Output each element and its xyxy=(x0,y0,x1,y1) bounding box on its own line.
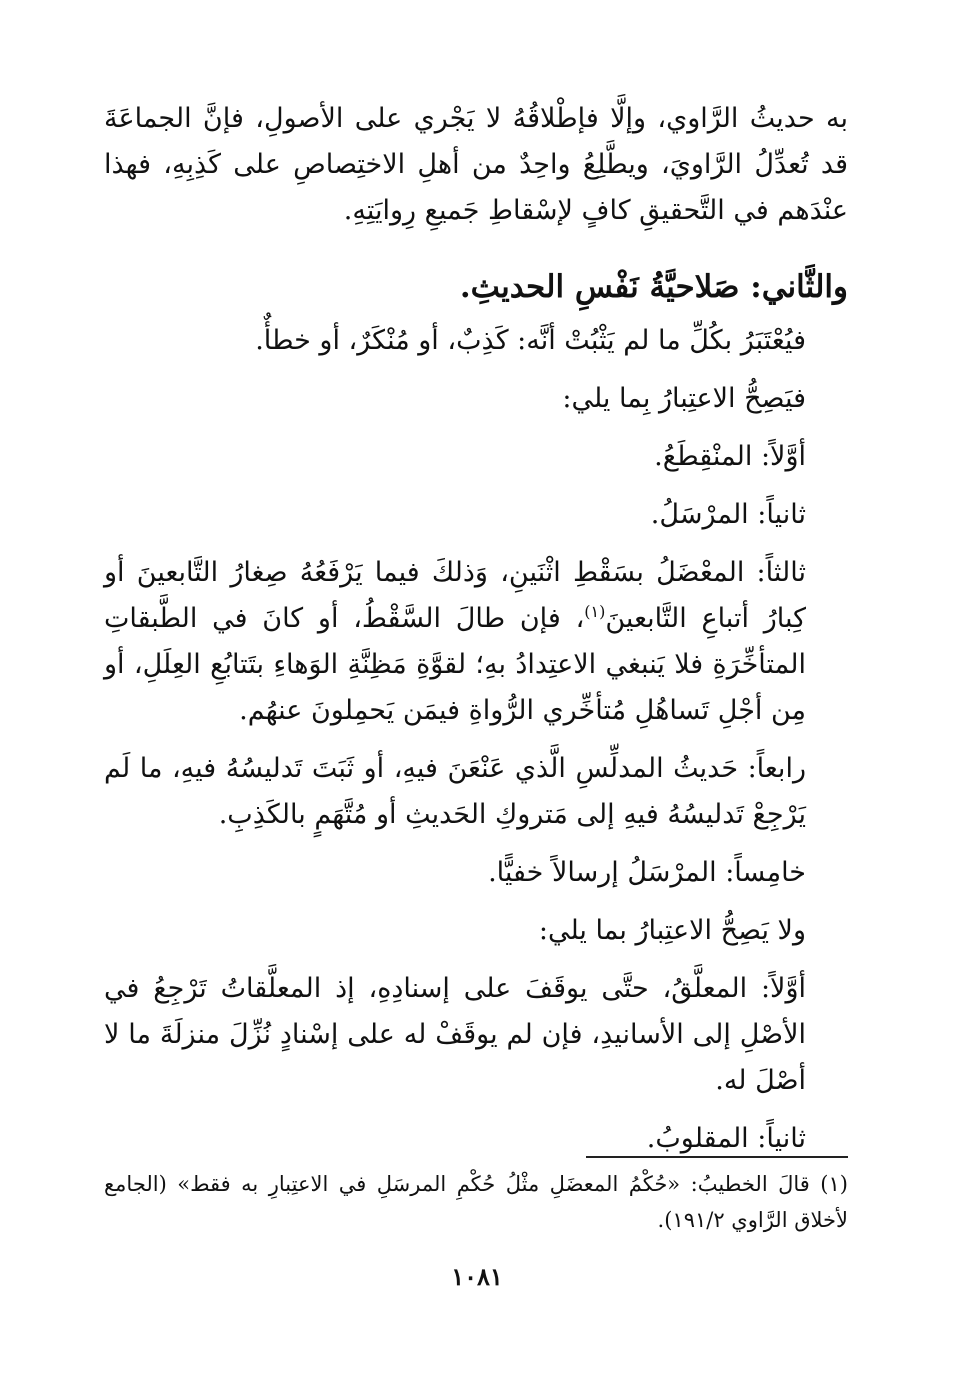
list-item-valid-5: خامِساً: المرْسَلُ إرسالاً خفيًّا. xyxy=(488,857,806,888)
valid-3-main-text: ثالثاً: المعْضَلُ بسَقْطِ اثْنَينِ، وَذلكَ فيما يَرْفَعُهُ صِغارُ التَّابعينَ أو كِبارُ أتباعِ التَّابعينَ xyxy=(104,557,806,634)
list-item-valid-3 xyxy=(104,550,848,734)
page-number: ١٠٨١ xyxy=(451,1262,503,1291)
paragraph-consider: فيُعْتَبَرُ بكُلِّ ما لم يَثْبُتْ أنَّه: كَذِبٌ، أو مُنْكَرٌ، أو خطأٌ. xyxy=(255,325,806,356)
valid-3-rest-text: ، فإن طالَ السَّقْطُ، أو كانَ في الطَّبقاتِ المتأخِّرَةِ فلا يَنبغي الاعتِدادُ بهِ؛ لقوَّةِ مَظِنَّةِ الوَهاءِ بتَتابُعِ العِلَلِ، أو مِن أجْلِ تَساهُلِ مُتأخِّري الرُّواةِ فيمَن يَحمِلونَ عنهُم. xyxy=(104,603,806,726)
footnote-marker: (١) xyxy=(820,1172,848,1196)
footnote-reference[interactable]: (١) xyxy=(584,602,606,621)
list-item-invalid-1: أوَّلاً: المعلَّقُ، حتَّى يوقَفَ على إسنادِهِ، إذ المعلَّقاتُ تَرْجِعُ في الأصْلِ إلى الأسانيدِ، فإن لم يوقَفْ له على إسْنادٍ نُزِّلَ منزلَةَ ما لا أصْلَ له. xyxy=(104,973,806,1096)
list-item-valid-1: أوَّلاً: المنْقِطَعُ. xyxy=(654,441,806,472)
paragraph-intro: به حديثُ الرَّاوي، وإلَّا فإطْلاقُهُ لا يَجْري على الأصولِ، فإنَّ الجماعَةَ قد تُعدِّلُ الرَّاويَ، ويطَّلِعُ واحِدٌ من أهلِ الاختِصاصِ على كَذِبِهِ، فهذا عنْدَهم في التَّحقيقِ كافٍ لإسْقاطِ جَميعِ رِوايَتِهِ. xyxy=(104,103,848,226)
paragraph-invalid-intro: ولا يَصِحُّ الاعتِبارُ بما يلي: xyxy=(538,915,806,946)
list-item-valid-4: رابعاً: حَديثُ المدلِّسِ الَّذي عَنْعَنَ فيهِ، أو ثَبَتَ تَدليسُهُ فيهِ، ما لَم يَرْجِعْ تَدليسُهُ فيهِ إلى مَتروكِ الحَديثِ أو مُتَّهَمٍ بالكَذِبِ. xyxy=(104,753,806,830)
footnote xyxy=(104,1166,848,1238)
footnote-divider xyxy=(586,1156,848,1158)
footnote-text: قالَ الخطيبُ: «حُكْمُ المعضَلِ مثْلُ حُكْمِ المرسَلِ في الاعتِبارِ به فقط» (الجامع لأخلاق الرَّاوي ١٩١/٢). xyxy=(104,1172,848,1232)
paragraph-valid-intro: فيَصِحُّ الاعتِبارُ بِما يلي: xyxy=(562,383,806,414)
section-heading: والثَّاني: صَلاحيَّةُ نَفْسِ الحديثِ. xyxy=(459,269,848,305)
list-item-invalid-2: ثانياً: المقلوبُ. xyxy=(646,1123,806,1154)
main-text xyxy=(104,96,848,1162)
list-item-valid-2: ثانياً: المرْسَلُ. xyxy=(650,499,806,530)
